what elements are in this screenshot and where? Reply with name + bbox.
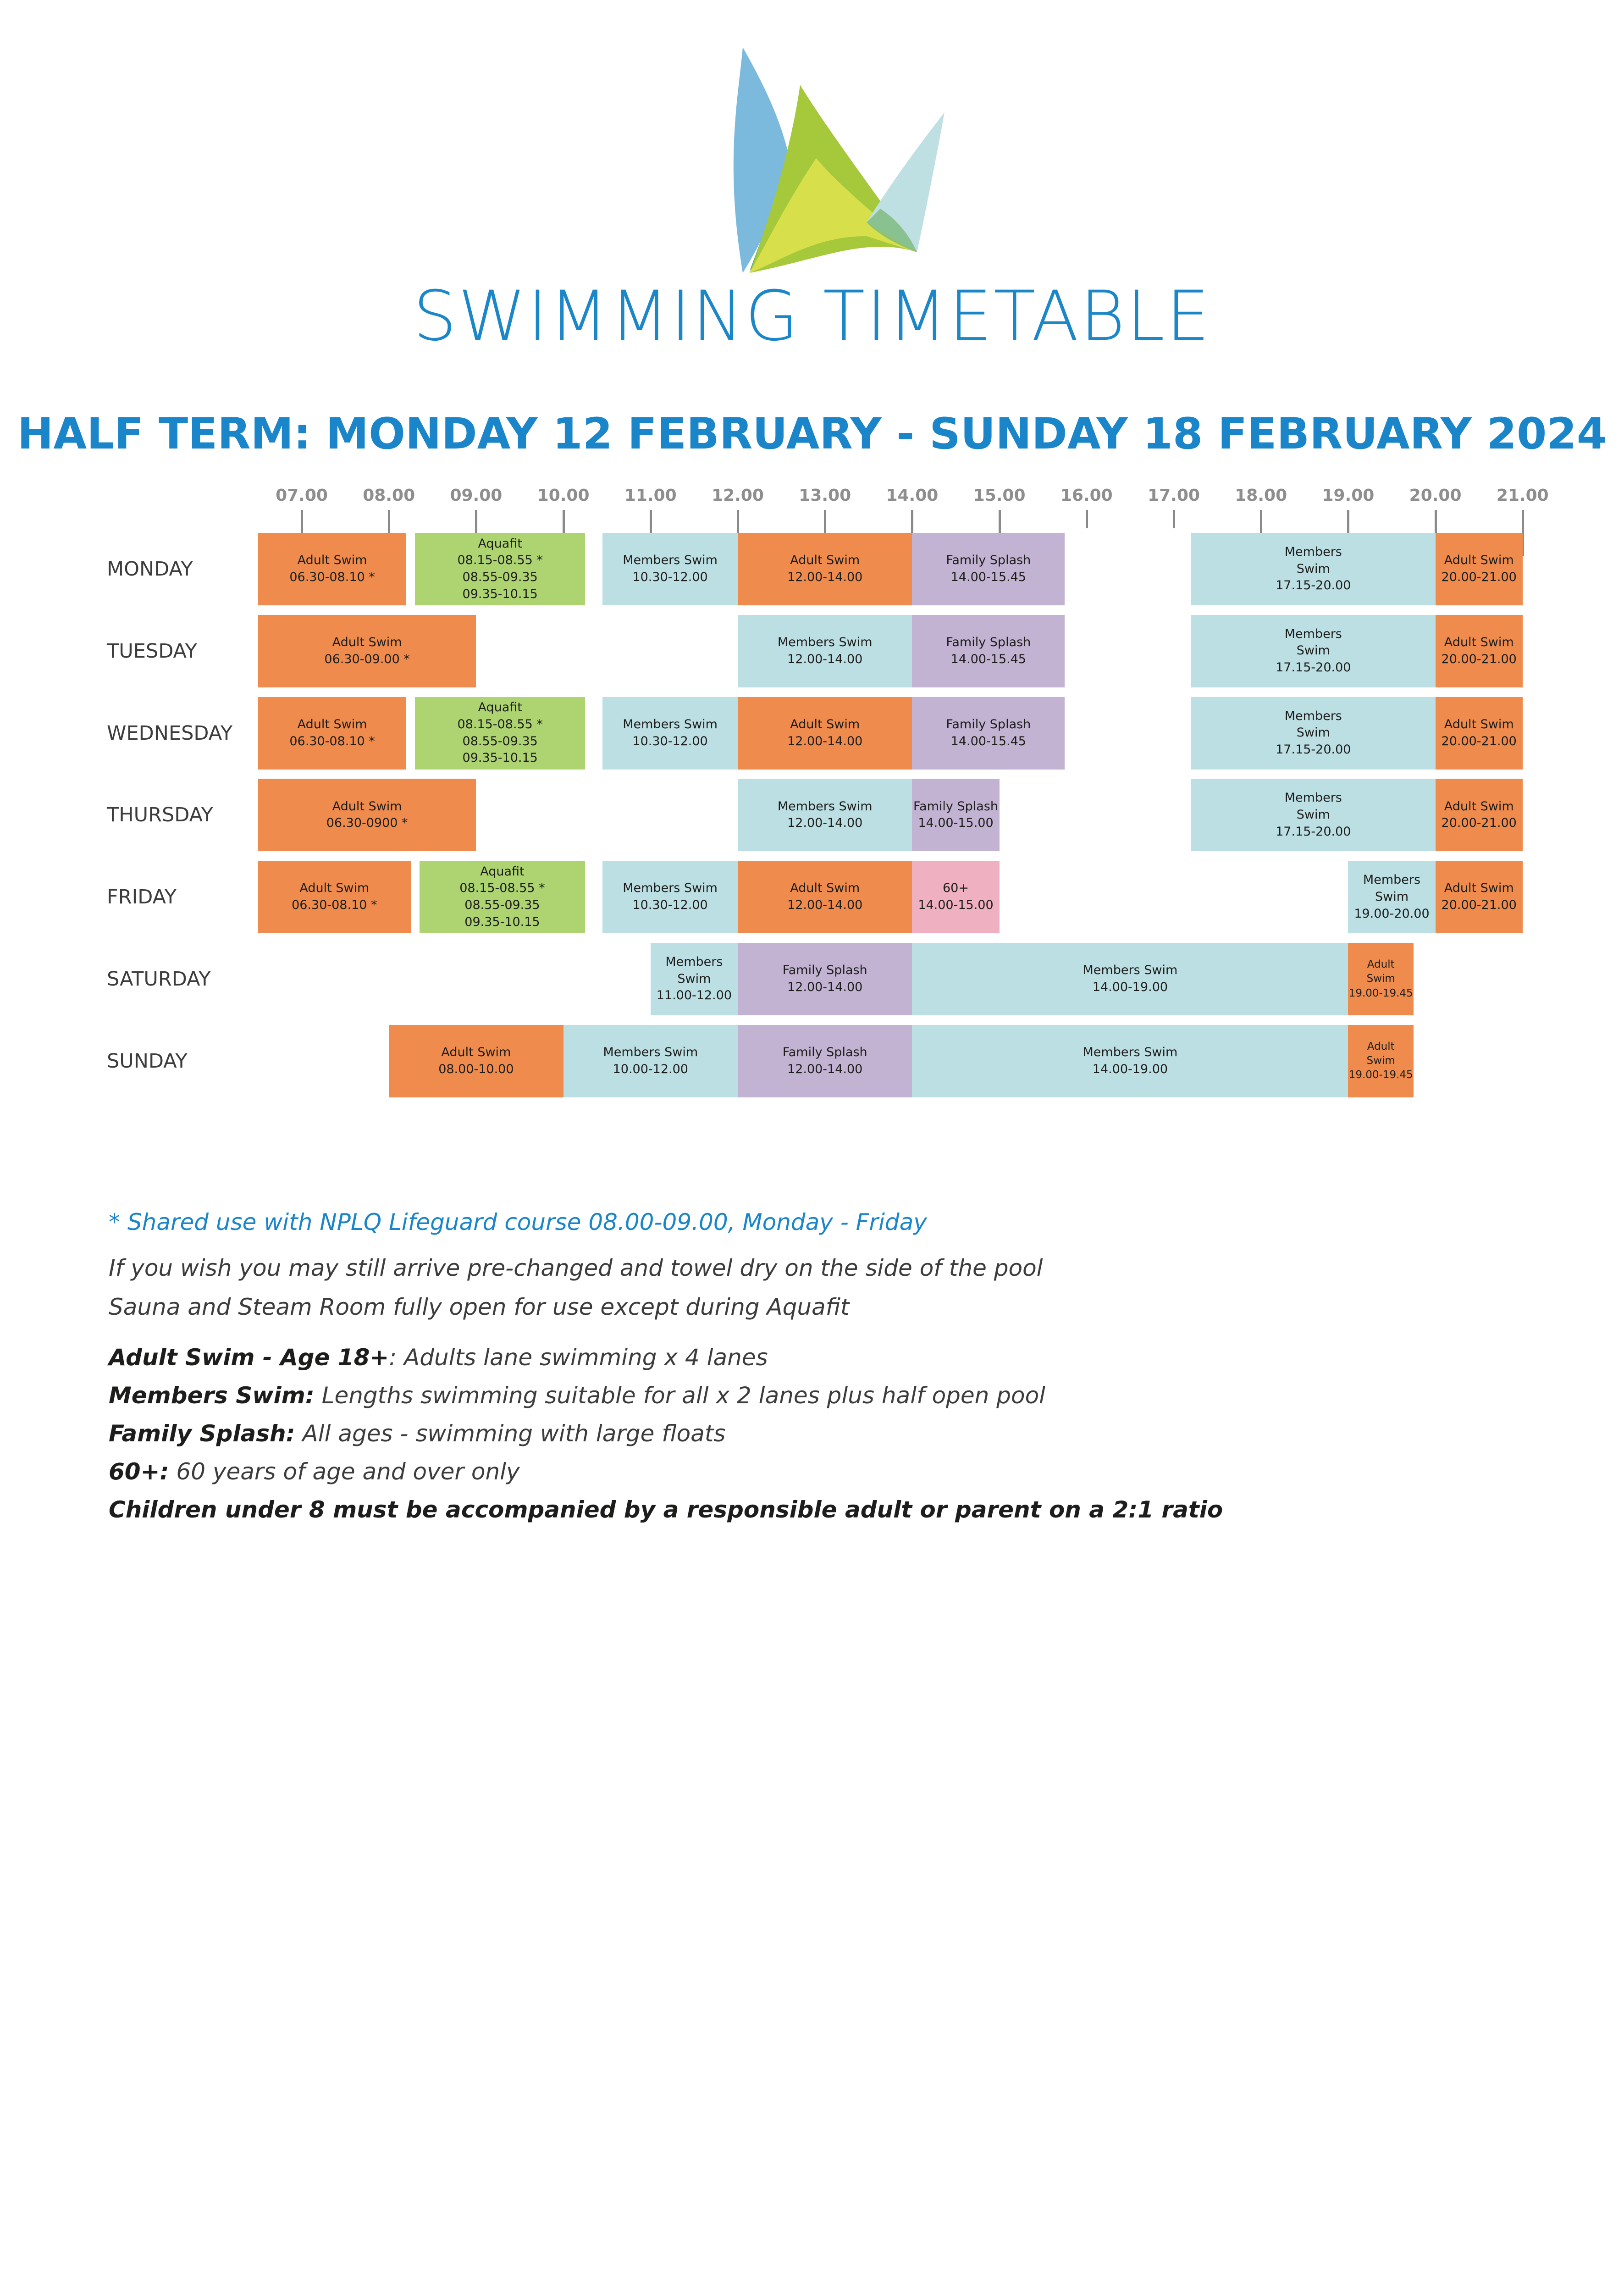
- day-label-wednesday: WEDNESDAY: [107, 721, 233, 745]
- hour-label: 15.00: [973, 486, 1026, 505]
- session-title: Adult Swim: [790, 881, 860, 896]
- asterisk-note: [109, 1211, 927, 1234]
- session-time: 10.30-12.00: [632, 570, 708, 584]
- session-aquafit: [420, 861, 585, 933]
- session-adult: [738, 533, 912, 605]
- session-title: Aquafit: [478, 536, 522, 551]
- session-title: Members: [1284, 709, 1342, 723]
- hour-label: 16.00: [1060, 486, 1113, 505]
- def-term: Adult Swim - Age 18+: [109, 1344, 389, 1371]
- def-text: All ages - swimming with large floats: [295, 1420, 726, 1447]
- hour-label: 08.00: [363, 486, 415, 505]
- session-time: 12.00-14.00: [787, 734, 863, 748]
- session-title: Family Splash: [946, 635, 1031, 650]
- session-time: 20.00-21.00: [1441, 652, 1517, 666]
- session-time: 10.30-12.00: [632, 734, 708, 748]
- session-sixtyplus: [912, 861, 999, 933]
- page-title: SWIMMING TIMETABLE: [413, 277, 1211, 356]
- session-title: Family Splash: [946, 553, 1031, 568]
- session-title: Members: [1284, 544, 1342, 559]
- day-label-friday: FRIDAY: [107, 886, 177, 909]
- session-title: Adult Swim: [1444, 635, 1514, 650]
- children-note: [109, 1498, 1223, 1521]
- session-time: 17.15-20.00: [1276, 660, 1351, 675]
- session-family: [912, 779, 999, 851]
- session-title: Adult: [1367, 958, 1395, 971]
- session-title: Adult: [1367, 1040, 1395, 1052]
- hour-label: 07.00: [276, 486, 328, 505]
- hour-label: 13.00: [799, 486, 851, 505]
- def-text: : Adults lane swimming x 4 lanes: [389, 1344, 768, 1371]
- session-time: 06.30-08.10 *: [289, 734, 375, 748]
- session-family: [912, 615, 1065, 687]
- session-time: 09.35-10.15: [462, 587, 538, 601]
- session-members: [912, 1025, 1348, 1097]
- session-time: 12.00-14.00: [787, 980, 863, 994]
- def-text: Lengths swimming suitable for all x 2 lanes plus half open pool: [314, 1382, 1046, 1409]
- session-adult: [258, 615, 476, 687]
- hour-label: 17.00: [1148, 486, 1200, 505]
- session-members: [602, 533, 738, 605]
- session-adult: [1436, 779, 1523, 851]
- session-time: 14.00-15.45: [950, 570, 1026, 584]
- session-time: 14.00-15.00: [918, 898, 994, 913]
- def-term: 60+:: [109, 1458, 169, 1485]
- session-title: Members Swim: [1083, 1045, 1178, 1060]
- session-members: [602, 861, 738, 933]
- hour-label: 12.00: [712, 486, 764, 505]
- session-title: Family Splash: [913, 799, 998, 814]
- session-title: Adult Swim: [297, 717, 367, 731]
- session-time: 06.30-08.10 *: [289, 570, 375, 584]
- session-time: 06.30-09.00 *: [324, 652, 410, 666]
- session-time: 19.00-19.45: [1348, 987, 1413, 999]
- session-title: Adult Swim: [441, 1045, 511, 1060]
- children-note-text: Children under 8 must be accompanied by a responsible adult or parent on a 2:1 ratio: [109, 1496, 1223, 1523]
- session-members: [1191, 533, 1436, 605]
- session-time: Swim: [1296, 808, 1330, 822]
- session-time: 14.00-15.45: [950, 734, 1026, 748]
- session-time: 12.00-14.00: [787, 570, 863, 584]
- def-term: Family Splash:: [109, 1420, 295, 1447]
- session-title: Adult Swim: [1444, 799, 1514, 814]
- session-time: 19.00-19.45: [1348, 1069, 1413, 1081]
- session-time: 10.30-12.00: [632, 898, 708, 913]
- session-title: Adult Swim: [790, 553, 860, 568]
- session-adult: [258, 533, 406, 605]
- session-time: 20.00-21.00: [1441, 898, 1517, 913]
- hour-label: 11.00: [624, 486, 677, 505]
- session-time: Swim: [1296, 643, 1330, 658]
- session-time: 20.00-21.00: [1441, 570, 1517, 584]
- session-title: Members Swim: [623, 553, 718, 568]
- session-members: [1191, 697, 1436, 770]
- session-adult: [1436, 861, 1523, 933]
- session-aquafit: [415, 697, 585, 770]
- session-title: Members: [1284, 626, 1342, 641]
- session-time: Swim: [677, 971, 711, 986]
- session-time: 19.00-20.00: [1354, 906, 1430, 921]
- session-title: Members Swim: [623, 717, 718, 731]
- session-members: [602, 697, 738, 770]
- session-title: Members: [1363, 873, 1421, 887]
- session-title: Adult Swim: [299, 881, 370, 896]
- hour-label: 09.00: [450, 486, 503, 505]
- hour-label: 18.00: [1235, 486, 1287, 505]
- day-label-saturday: SATURDAY: [107, 968, 211, 991]
- session-time: 12.00-14.00: [787, 898, 863, 913]
- session-title: Family Splash: [946, 717, 1031, 731]
- session-time: 12.00-14.00: [787, 816, 863, 831]
- session-time: 11.00-12.00: [656, 988, 732, 1003]
- session-members: [912, 943, 1348, 1015]
- session-members: [738, 615, 912, 687]
- session-title: Adult Swim: [1444, 881, 1514, 896]
- session-time: 08.00-10.00: [438, 1062, 514, 1076]
- session-title: Members Swim: [623, 881, 718, 896]
- session-title: Members Swim: [603, 1045, 698, 1060]
- session-time: 06.30-08.10 *: [292, 898, 377, 913]
- session-title: Adult Swim: [332, 799, 402, 814]
- session-title: Adult Swim: [297, 553, 367, 568]
- session-time: 08.55-09.35: [464, 898, 540, 913]
- session-time: 09.35-10.15: [462, 751, 538, 765]
- session-adult: [1436, 697, 1523, 770]
- session-time: 08.55-09.35: [462, 734, 538, 748]
- session-title: Members: [1284, 791, 1342, 805]
- session-time: 14.00-15.00: [918, 816, 994, 831]
- session-title: 60+: [942, 881, 969, 896]
- session-title: Members Swim: [777, 799, 873, 814]
- session-time: Swim: [1296, 725, 1330, 740]
- session-family: [912, 533, 1065, 605]
- session-time: 14.00-19.00: [1092, 1062, 1168, 1076]
- session-adult: [738, 861, 912, 933]
- hour-label: 14.00: [886, 486, 939, 505]
- hour-label: 20.00: [1409, 486, 1462, 505]
- hour-label: 19.00: [1322, 486, 1375, 505]
- session-time: 10.00-12.00: [613, 1062, 688, 1076]
- session-time: 08.15-08.55 *: [459, 881, 545, 896]
- session-title: Family Splash: [782, 963, 867, 978]
- session-members: [738, 779, 912, 851]
- session-adult: [258, 861, 411, 933]
- def-adult-swim: [109, 1346, 768, 1369]
- session-members: [563, 1025, 738, 1097]
- session-time: Swim: [1366, 973, 1395, 985]
- session-title: Adult Swim: [790, 717, 860, 731]
- session-adult: [1436, 615, 1523, 687]
- session-family: [738, 943, 912, 1015]
- day-label-monday: MONDAY: [107, 558, 193, 581]
- session-time: Swim: [1366, 1055, 1395, 1067]
- session-time: 20.00-21.00: [1441, 816, 1517, 831]
- session-family: [738, 1025, 912, 1097]
- date-range-heading: HALF TERM: MONDAY 12 FEBRUARY - SUNDAY 18 FEBRUARY 2024: [17, 409, 1607, 459]
- def-text: 60 years of age and over only: [169, 1458, 520, 1485]
- def-members-swim: [109, 1384, 1045, 1407]
- session-title: Aquafit: [480, 864, 525, 879]
- session-adult: [1348, 943, 1414, 1015]
- session-time: 17.15-20.00: [1276, 824, 1351, 839]
- session-adult: [258, 779, 476, 851]
- day-label-sunday: SUNDAY: [107, 1049, 188, 1073]
- session-time: Swim: [1375, 889, 1409, 904]
- session-adult: [1436, 533, 1523, 605]
- session-adult: [1348, 1025, 1414, 1097]
- session-time: 12.00-14.00: [787, 1062, 863, 1076]
- session-time: 17.15-20.00: [1276, 742, 1351, 757]
- day-label-thursday: THURSDAY: [107, 803, 213, 827]
- session-members: [1348, 861, 1435, 933]
- def-family-splash: [109, 1422, 725, 1445]
- note-sauna: Sauna and Steam Room fully open for use except during Aquafit: [109, 1294, 850, 1320]
- session-title: Aquafit: [478, 700, 522, 715]
- session-time: 09.35-10.15: [464, 914, 540, 929]
- session-title: Members Swim: [777, 635, 873, 650]
- session-members: [651, 943, 738, 1015]
- session-time: Swim: [1296, 561, 1330, 576]
- session-title: Family Splash: [782, 1045, 867, 1060]
- session-time: 12.00-14.00: [787, 652, 863, 666]
- session-time: 08.15-08.55 *: [457, 717, 543, 731]
- hour-label: 10.00: [537, 486, 590, 505]
- session-aquafit: [415, 533, 585, 605]
- session-family: [912, 697, 1065, 770]
- session-time: 20.00-21.00: [1441, 734, 1517, 748]
- day-label-tuesday: TUESDAY: [107, 639, 197, 663]
- session-members: [1191, 779, 1436, 851]
- def-sixty-plus: [109, 1460, 520, 1483]
- session-time: 17.15-20.00: [1276, 578, 1351, 593]
- hour-label: 21.00: [1496, 486, 1549, 505]
- session-time: 08.55-09.35: [462, 570, 538, 584]
- session-adult: [389, 1025, 563, 1097]
- session-title: Members Swim: [1083, 963, 1178, 978]
- session-title: Adult Swim: [332, 635, 402, 650]
- session-members: [1191, 615, 1436, 687]
- session-time: 08.15-08.55 *: [457, 553, 543, 568]
- session-title: Adult Swim: [1444, 717, 1514, 731]
- session-time: 06.30-0900 *: [326, 816, 408, 831]
- session-adult: [738, 697, 912, 770]
- def-term: Members Swim:: [109, 1382, 315, 1409]
- asterisk-text: Shared use with NPLQ Lifeguard course 08.00-09.00, Monday - Friday: [127, 1209, 927, 1235]
- session-title: Adult Swim: [1444, 553, 1514, 568]
- session-time: 14.00-19.00: [1092, 980, 1168, 994]
- asterisk-mark: *: [109, 1209, 120, 1235]
- session-time: 14.00-15.45: [950, 652, 1026, 666]
- session-adult: [258, 697, 406, 770]
- session-title: Members: [665, 954, 723, 969]
- note-pre-changed: If you wish you may still arrive pre-changed and towel dry on the side of the pool: [109, 1255, 1043, 1281]
